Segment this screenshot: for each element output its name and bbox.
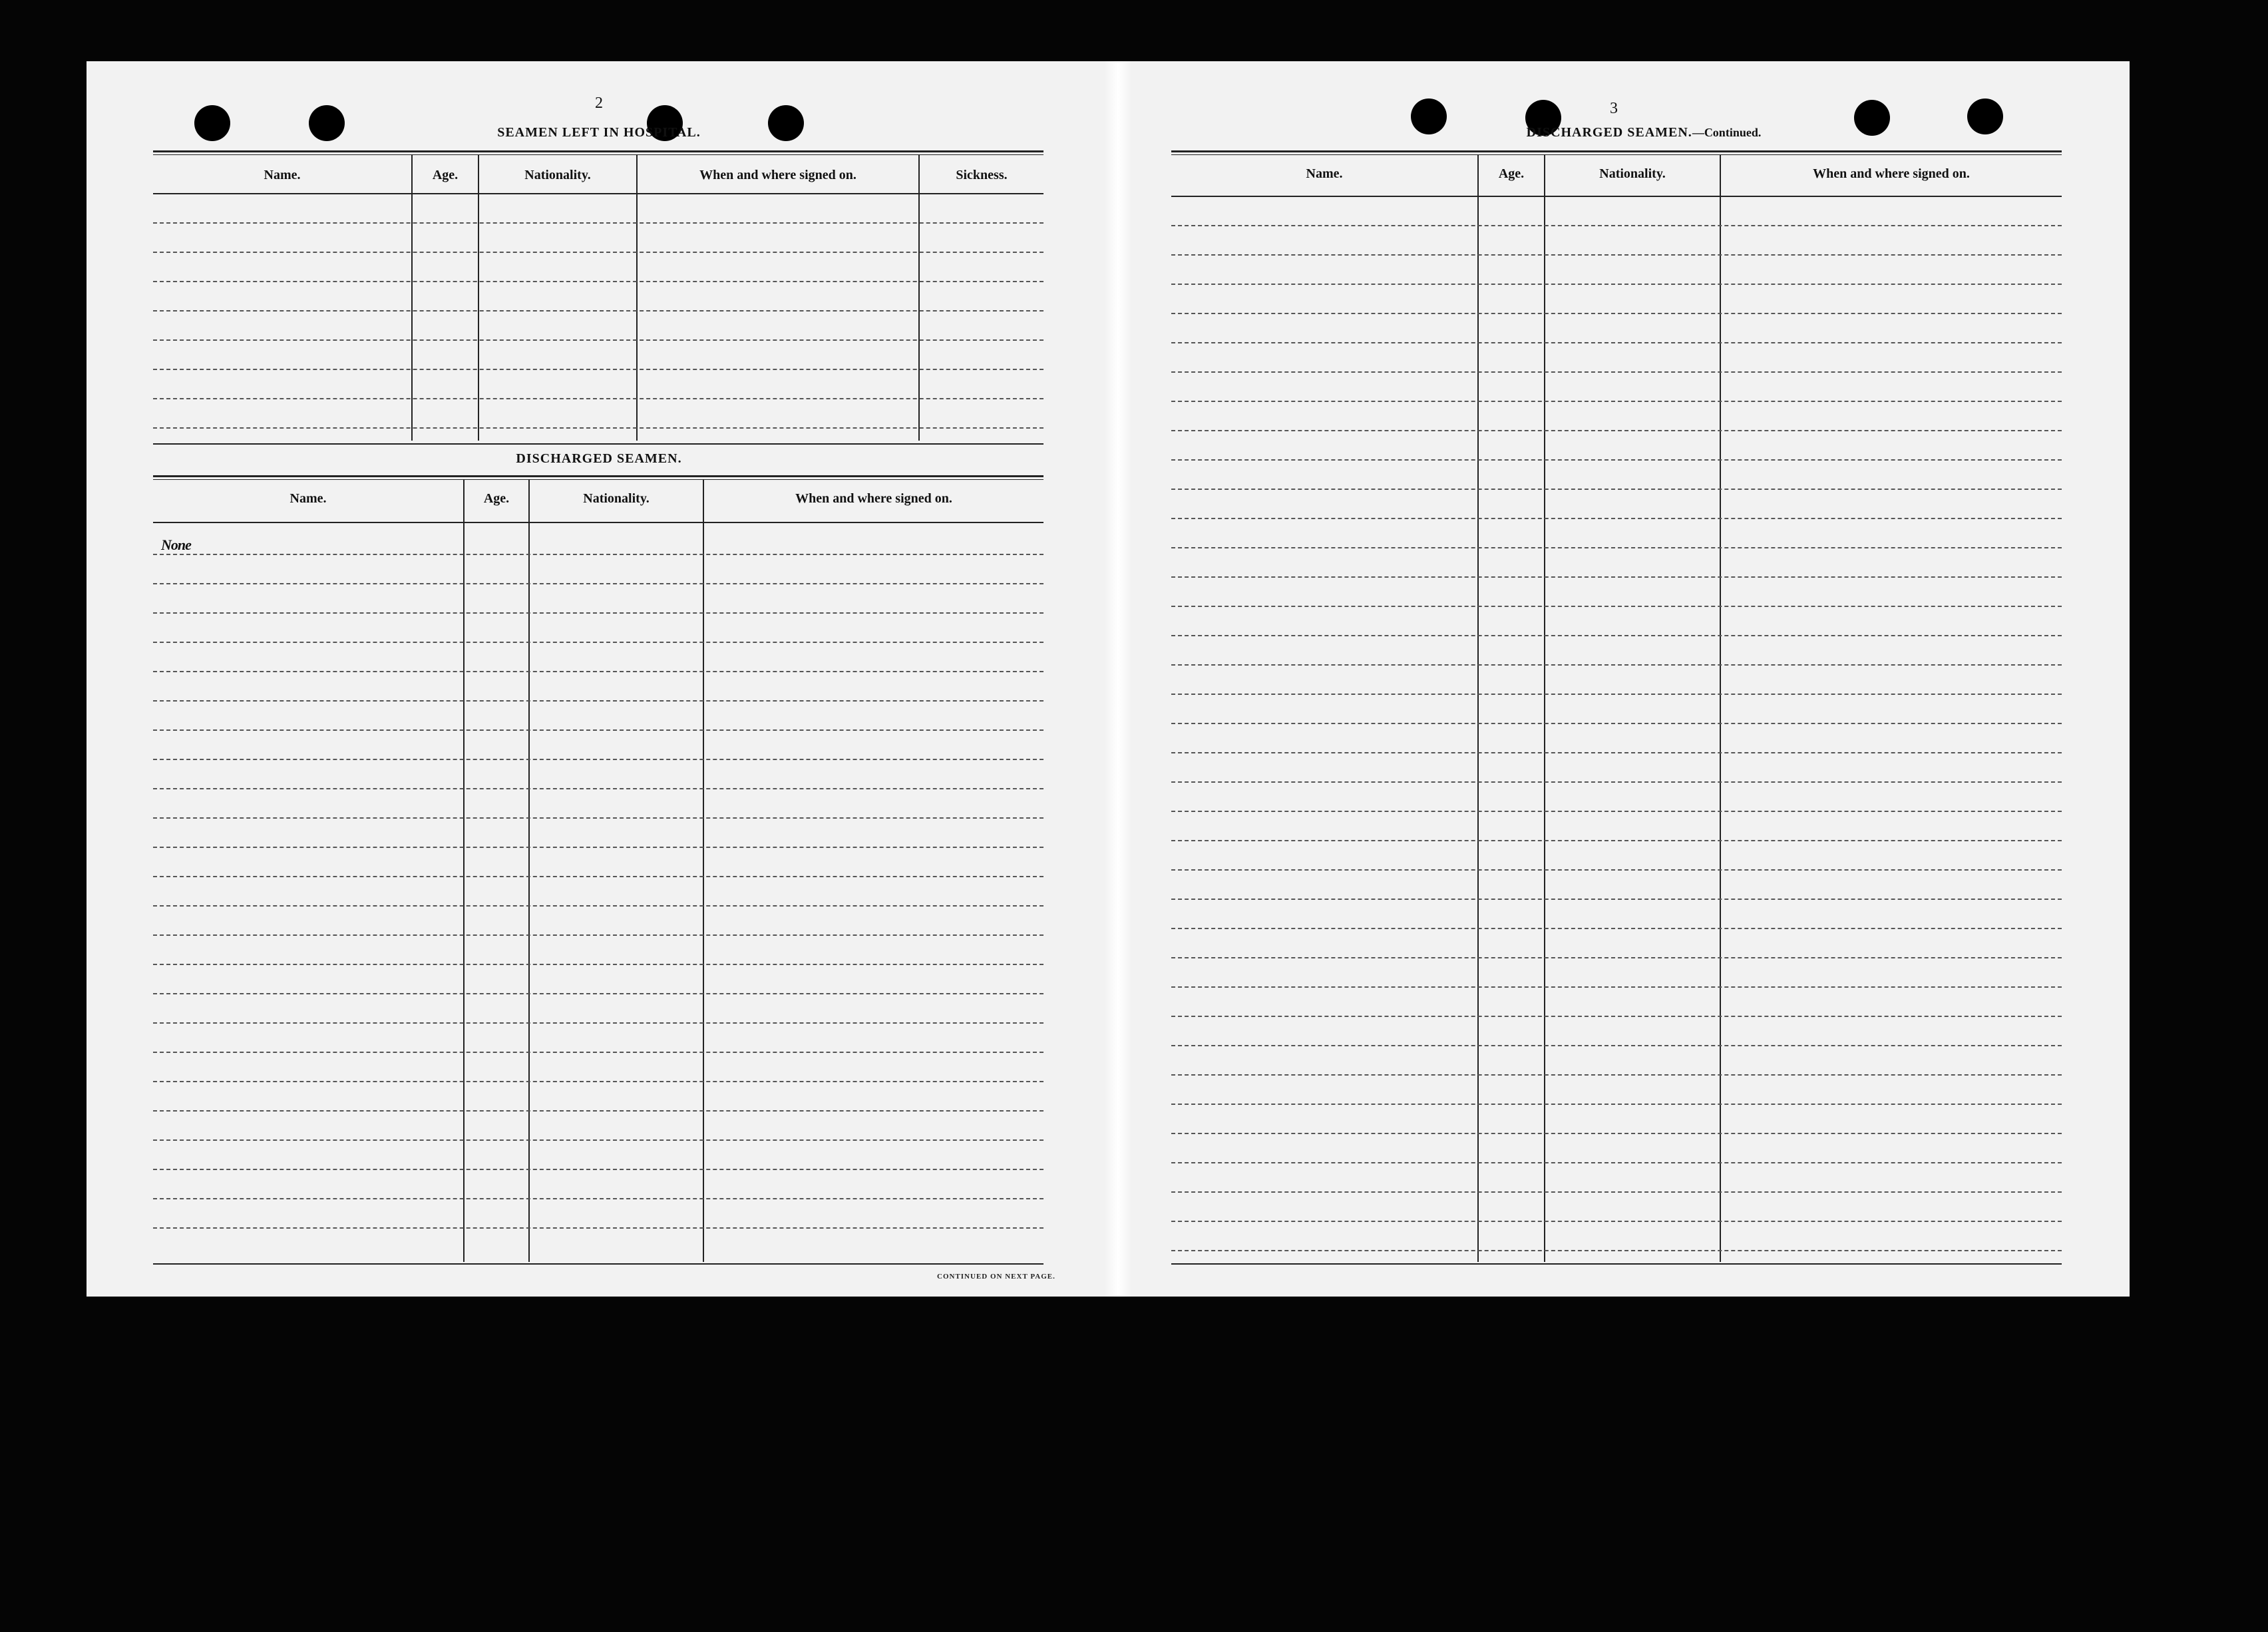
- ruled-line: [1171, 899, 2062, 900]
- column-header-nationality: Nationality.: [524, 168, 591, 182]
- column-divider: [528, 479, 530, 1262]
- ruled-line: [1171, 869, 2062, 871]
- ruled-line: [1171, 1250, 2062, 1251]
- ruled-line: [1171, 752, 2062, 753]
- discharged-section-title: DISCHARGED SEAMEN.: [516, 451, 682, 466]
- column-divider: [1544, 154, 1545, 1262]
- ruled-line: [1171, 664, 2062, 666]
- ruled-line: [1171, 1104, 2062, 1105]
- ruled-line: [1171, 1045, 2062, 1046]
- right-page: [1171, 61, 2063, 1297]
- ruled-line: [153, 1110, 1043, 1112]
- ruled-line: [153, 1169, 1043, 1170]
- ruled-line: [153, 339, 1043, 341]
- ruled-line: [153, 964, 1043, 965]
- ruled-line: [153, 1227, 1043, 1229]
- ruled-line: [1171, 986, 2062, 988]
- ruled-line: [1171, 811, 2062, 812]
- ruled-line: [1171, 547, 2062, 548]
- ruled-line: [1171, 342, 2062, 343]
- ruled-line: [1171, 840, 2062, 841]
- ruled-line: [1171, 928, 2062, 929]
- ruled-line: [1171, 694, 2062, 695]
- ruled-line: [1171, 284, 2062, 285]
- ruled-line: [1171, 1191, 2062, 1193]
- ruled-line: [1171, 606, 2062, 607]
- column-header-age: Age.: [1498, 166, 1525, 181]
- none-entry: None: [161, 536, 191, 553]
- ruled-line: [1171, 1162, 2062, 1163]
- ruled-line: [153, 222, 1043, 224]
- ruled-line: [1171, 957, 2062, 958]
- header-rule: [1171, 196, 2062, 197]
- ruled-line: [153, 788, 1043, 789]
- ruled-line: [153, 554, 1043, 555]
- ruled-line: [153, 1198, 1043, 1199]
- ruled-line: [1171, 489, 2062, 490]
- ruled-line: [1171, 518, 2062, 519]
- ruled-line: [1171, 401, 2062, 402]
- ruled-line: [1171, 1133, 2062, 1134]
- ruled-line: [1171, 781, 2062, 783]
- title-suffix: —Continued.: [1692, 126, 1762, 139]
- ruled-line: [153, 876, 1043, 877]
- bottom-rule: [1171, 1263, 2062, 1265]
- title-text: DISCHARGED SEAMEN.: [1526, 125, 1692, 140]
- column-header-signed-on: When and where signed on.: [1813, 166, 1970, 181]
- ruled-line: [153, 905, 1043, 907]
- ruled-line: [153, 310, 1043, 311]
- ruled-line: [153, 1081, 1043, 1082]
- ruled-line: [153, 642, 1043, 643]
- page-number: 2: [595, 95, 603, 112]
- hospital-section-title: SEAMEN LEFT IN HOSPITAL.: [497, 125, 701, 140]
- ruled-line: [153, 759, 1043, 760]
- ruled-line: [153, 252, 1043, 253]
- ruled-line: [153, 427, 1043, 429]
- column-divider: [463, 479, 465, 1262]
- column-header-signed-on: When and where signed on.: [699, 168, 856, 182]
- ruled-line: [153, 398, 1043, 399]
- ruled-line: [153, 847, 1043, 848]
- ruled-line: [1171, 576, 2062, 578]
- ruled-line: [153, 729, 1043, 731]
- ruled-line: [153, 612, 1043, 614]
- ruled-line: [1171, 723, 2062, 724]
- ruled-line: [153, 583, 1043, 584]
- ruled-line: [153, 700, 1043, 702]
- ruled-line: [1171, 635, 2062, 636]
- page-fold: [1105, 61, 1131, 1297]
- section-rule: [153, 150, 1043, 155]
- ruled-line: [153, 369, 1043, 370]
- column-header-sickness: Sickness.: [956, 168, 1008, 182]
- ruled-line: [1171, 459, 2062, 461]
- continued-note: CONTINUED ON NEXT PAGE.: [937, 1273, 1055, 1281]
- bottom-rule: [153, 1263, 1043, 1265]
- column-header-name: Name.: [1306, 166, 1343, 181]
- column-divider: [703, 479, 704, 1262]
- ruled-line: [1171, 313, 2062, 314]
- page-number: 3: [1610, 100, 1618, 117]
- ruled-line: [1171, 1074, 2062, 1076]
- ruled-line: [153, 281, 1043, 282]
- ruled-line: [153, 1022, 1043, 1024]
- ruled-line: [153, 671, 1043, 672]
- column-header-signed-on: When and where signed on.: [795, 491, 952, 506]
- ruled-line: [153, 1139, 1043, 1141]
- ruled-line: [1171, 225, 2062, 226]
- column-header-age: Age.: [432, 168, 459, 182]
- column-divider: [1477, 154, 1479, 1262]
- section-rule: [1171, 150, 2062, 155]
- ruled-line: [1171, 371, 2062, 373]
- ruled-line: [153, 1052, 1043, 1053]
- section-rule: [153, 443, 1043, 445]
- column-divider: [1720, 154, 1721, 1262]
- column-header-name: Name.: [264, 168, 301, 182]
- ruled-line: [1171, 1016, 2062, 1017]
- manifest-sheet: [87, 61, 2130, 1297]
- section-rule: [153, 475, 1043, 480]
- left-page: [153, 61, 1055, 1297]
- ruled-line: [1171, 430, 2062, 431]
- ruled-line: [153, 993, 1043, 994]
- ruled-line: [1171, 254, 2062, 256]
- ruled-line: [153, 817, 1043, 819]
- ruled-line: [153, 934, 1043, 936]
- column-header-nationality: Nationality.: [1599, 166, 1666, 181]
- header-rule: [153, 193, 1043, 194]
- column-header-name: Name.: [289, 491, 327, 506]
- column-header-nationality: Nationality.: [583, 491, 650, 506]
- header-rule: [153, 522, 1043, 523]
- column-header-age: Age.: [483, 491, 510, 506]
- ruled-line: [1171, 1221, 2062, 1222]
- discharged-continued-title: [1437, 125, 1850, 140]
